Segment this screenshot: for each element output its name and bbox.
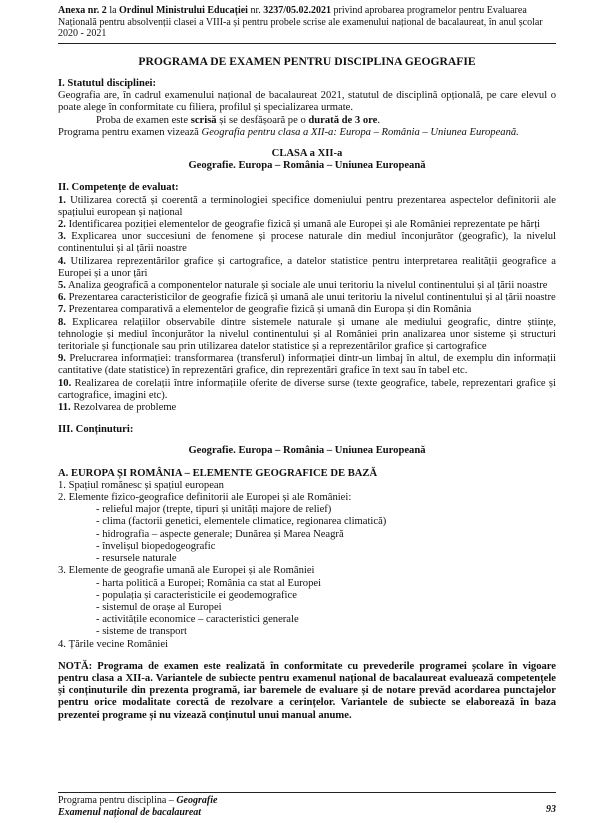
section-1-exam-info [58,115,556,127]
content-item-3: 3. Elemente de geografie umană ale Europei și ale României [58,565,315,577]
exam-info-end: . [377,114,380,126]
exam-info-scrisa: scrisă [190,114,217,126]
competence-text: Explicarea unor succesiuni de fenomene și procese naturale din mediul înconjurător (geografic), la nivelul continentului și al țării noastre [58,231,556,255]
competence-number: 1. [58,194,66,206]
section-3-heading: III. Conținuturi: [58,424,134,436]
document-title: PROGRAMA DE EXAMEN PENTRU DISCIPLINA GEOGRAFIE [138,54,476,68]
competence-item [58,292,556,304]
competence-text: Identificarea poziției elementelor de geografie fizică și umană ale Europei și ale României reprezentate pe hărți [65,219,541,231]
competence-number: 6. [58,292,66,304]
competence-number: 11. [58,402,71,414]
document-footer [58,792,556,818]
class-subtitle: Geografie. Europa – România – Uniunea Europeană [188,160,426,172]
header-ordin: Ordinul Ministrului Educației [119,5,248,16]
competence-item [58,378,556,402]
competence-text: Prelucrarea informației: transformarea (transferul) informației dintr-un limbaj în altul, de exemplu din informații cantitative (date statistice) în reprezentări grafice, din reprezentări grafice în text sau în tabel etc. [58,353,556,377]
exam-info-mid: și se desfășoară pe o [216,114,309,126]
content-item-1: 1. Spațiul romănesc și spațiul european [58,479,224,491]
competence-number: 3. [58,231,66,243]
competence-item [58,280,556,292]
scope-italic: Geografia pentru clasa a XII-a: Europa – România – Uniunea Europeană. [201,126,519,138]
competence-list [58,195,556,415]
header-anexa: Anexa nr. 2 [58,5,107,16]
content-sub-item: - relieful major (trepte, tipuri și unități majore de relief) [96,504,556,516]
header-nr-value: 3237/05.02.2021 [263,5,332,16]
competence-text: Rezolvarea de probleme [70,402,177,414]
content-sub-item: - activitățile economice – caracteristici generale [96,614,556,626]
competence-text: Utilizarea corectă și coerentă a terminologiei specifice domeniului pentru prezentarea aspectelor definitorii ale spațiului european și național [58,194,556,218]
content-item-2: 2. Elemente fizico-geografice definitorii ale Europei și ale României: [58,492,352,504]
content-item-4: 4. Țările vecine României [58,638,169,650]
scope-pre: Programa pentru examen vizează [58,126,202,138]
header-divider [58,43,556,44]
competence-number: 8. [58,316,66,328]
footer-line-2: Examenul național de bacalaureat [58,806,202,818]
competence-number: 7. [58,304,66,316]
content-sub-item: - învelișul biopedogeografic [96,541,556,553]
competence-text: Prezentarea caracteristicilor de geografie fizică și umană ale unui teritoriu la nivelul continentului și al țării noastre [65,292,556,304]
nota-paragraph: NOTĂ: Programa de examen este realizată în conformitate cu prevederile programei școlare în vigoare pentru clasa a XII-a. Variantele de subiecte pentru examenul național de bacalaureat evaluează competențele și conținuturile din prezenta programă, iar baremele de evaluare și de notare prevăd acordarea punctajelor pentru orice modalitate corectă de rezolvare a cerințelor. Variantele de subiecte se elaborează în baza prezentei programe și nu vizează conținutul unui manual anume. [58,660,556,721]
content-sub-item: - clima (factorii genetici, elementele climatice, regionarea climatică) [96,516,556,528]
document-page [58,5,556,722]
competence-item [58,219,556,231]
content-item-3-subs [58,578,556,639]
competence-number: 9. [58,353,66,365]
competence-text: Utilizarea reprezentărilor grafice și cartografice, a datelor statistice pentru interpretarea realității geografice a Europei și a unor țări [58,255,556,279]
page-number: 93 [546,804,556,815]
competence-text: Analiza geografică a componentelor naturale și sociale ale unui teritoriu la nivelul continentului și al țării noastre [65,280,548,292]
competence-item [58,304,556,316]
competence-text: Realizarea de corelații între informațiile oferite de diverse surse (texte geografice, tabele, reprezentari grafice și cartografice, imagini etc). [58,377,556,401]
competence-item [58,402,556,414]
header-rest: privind aprobarea programelor pentru Evaluarea Națională pentru absolvenții clasei a VIII-a și pentru probele scrise ale examenului național de bacalaureat, în anul școlar 2020 - 2021 [58,5,543,40]
class-title: CLASA a XII-a [271,148,343,159]
footer-discipline-label: Programa pentru disciplina – [58,795,177,806]
part-a-title: A. EUROPA ȘI ROMÂNIA – ELEMENTE GEOGRAFICE DE BAZĂ [58,467,378,479]
competence-number: 10. [58,377,72,389]
footer-divider [58,792,556,793]
content-sub-item: - sisteme de transport [96,626,556,638]
competence-number: 4. [58,255,66,267]
competence-item [58,195,556,219]
competence-text: Prezentarea comparativă a elementelor de geografie fizică și umană din Europa și din România [65,304,472,316]
content-sub-item: - hidrografia – aspecte generale; Dunărea și Marea Neagră [96,529,556,541]
section-3-subtitle: Geografie. Europa – România – Uniunea Europeană [188,445,426,457]
content-sub-item: - resursele naturale [96,553,556,565]
content-item-2-subs [58,504,556,565]
content-sub-item: - sistemul de orașe al Europei [96,602,556,614]
competence-number: 5. [58,280,66,292]
competence-number: 2. [58,219,66,231]
competence-item [58,231,556,255]
content-sub-item: - populația și caracteristicile ei geodemografice [96,590,556,602]
exam-info-pre: Proba de examen este [96,114,191,126]
section-1-paragraph: Geografia are, în cadrul examenului național de bacalaureat 2021, statutul de disciplină opțională, pe care elevul o poate alege în conformitate cu filiera, profilul și specializarea urmate. [58,90,556,114]
section-2-heading: II. Competențe de evaluat: [58,182,179,194]
header-nr: nr. [247,5,264,16]
exam-info-duration: durată de 3 ore [308,114,378,126]
competence-item [58,256,556,280]
document-header [58,5,556,40]
competence-text: Explicarea relațiilor observabile dintre sistemele naturale și umane ale mediului geografic, dintre științe, tehnologie și mediul înconjurător la nivelul continentului și al României prin analizarea unor sisteme și structuri teritoriale și funcționale sau prin utilizarea datelor statistice și a reprezentărilor grafice și cartografice [58,316,556,353]
competence-item [58,317,556,354]
content-sub-item: - harta politică a Europei; România ca stat al Europei [96,578,556,590]
section-1-scope [58,127,556,139]
section-1-heading: I. Statutul disciplinei: [58,77,157,89]
header-la: la [106,5,120,16]
footer-discipline: Geografie [176,795,218,806]
footer-line-1 [58,795,556,807]
competence-item [58,353,556,377]
